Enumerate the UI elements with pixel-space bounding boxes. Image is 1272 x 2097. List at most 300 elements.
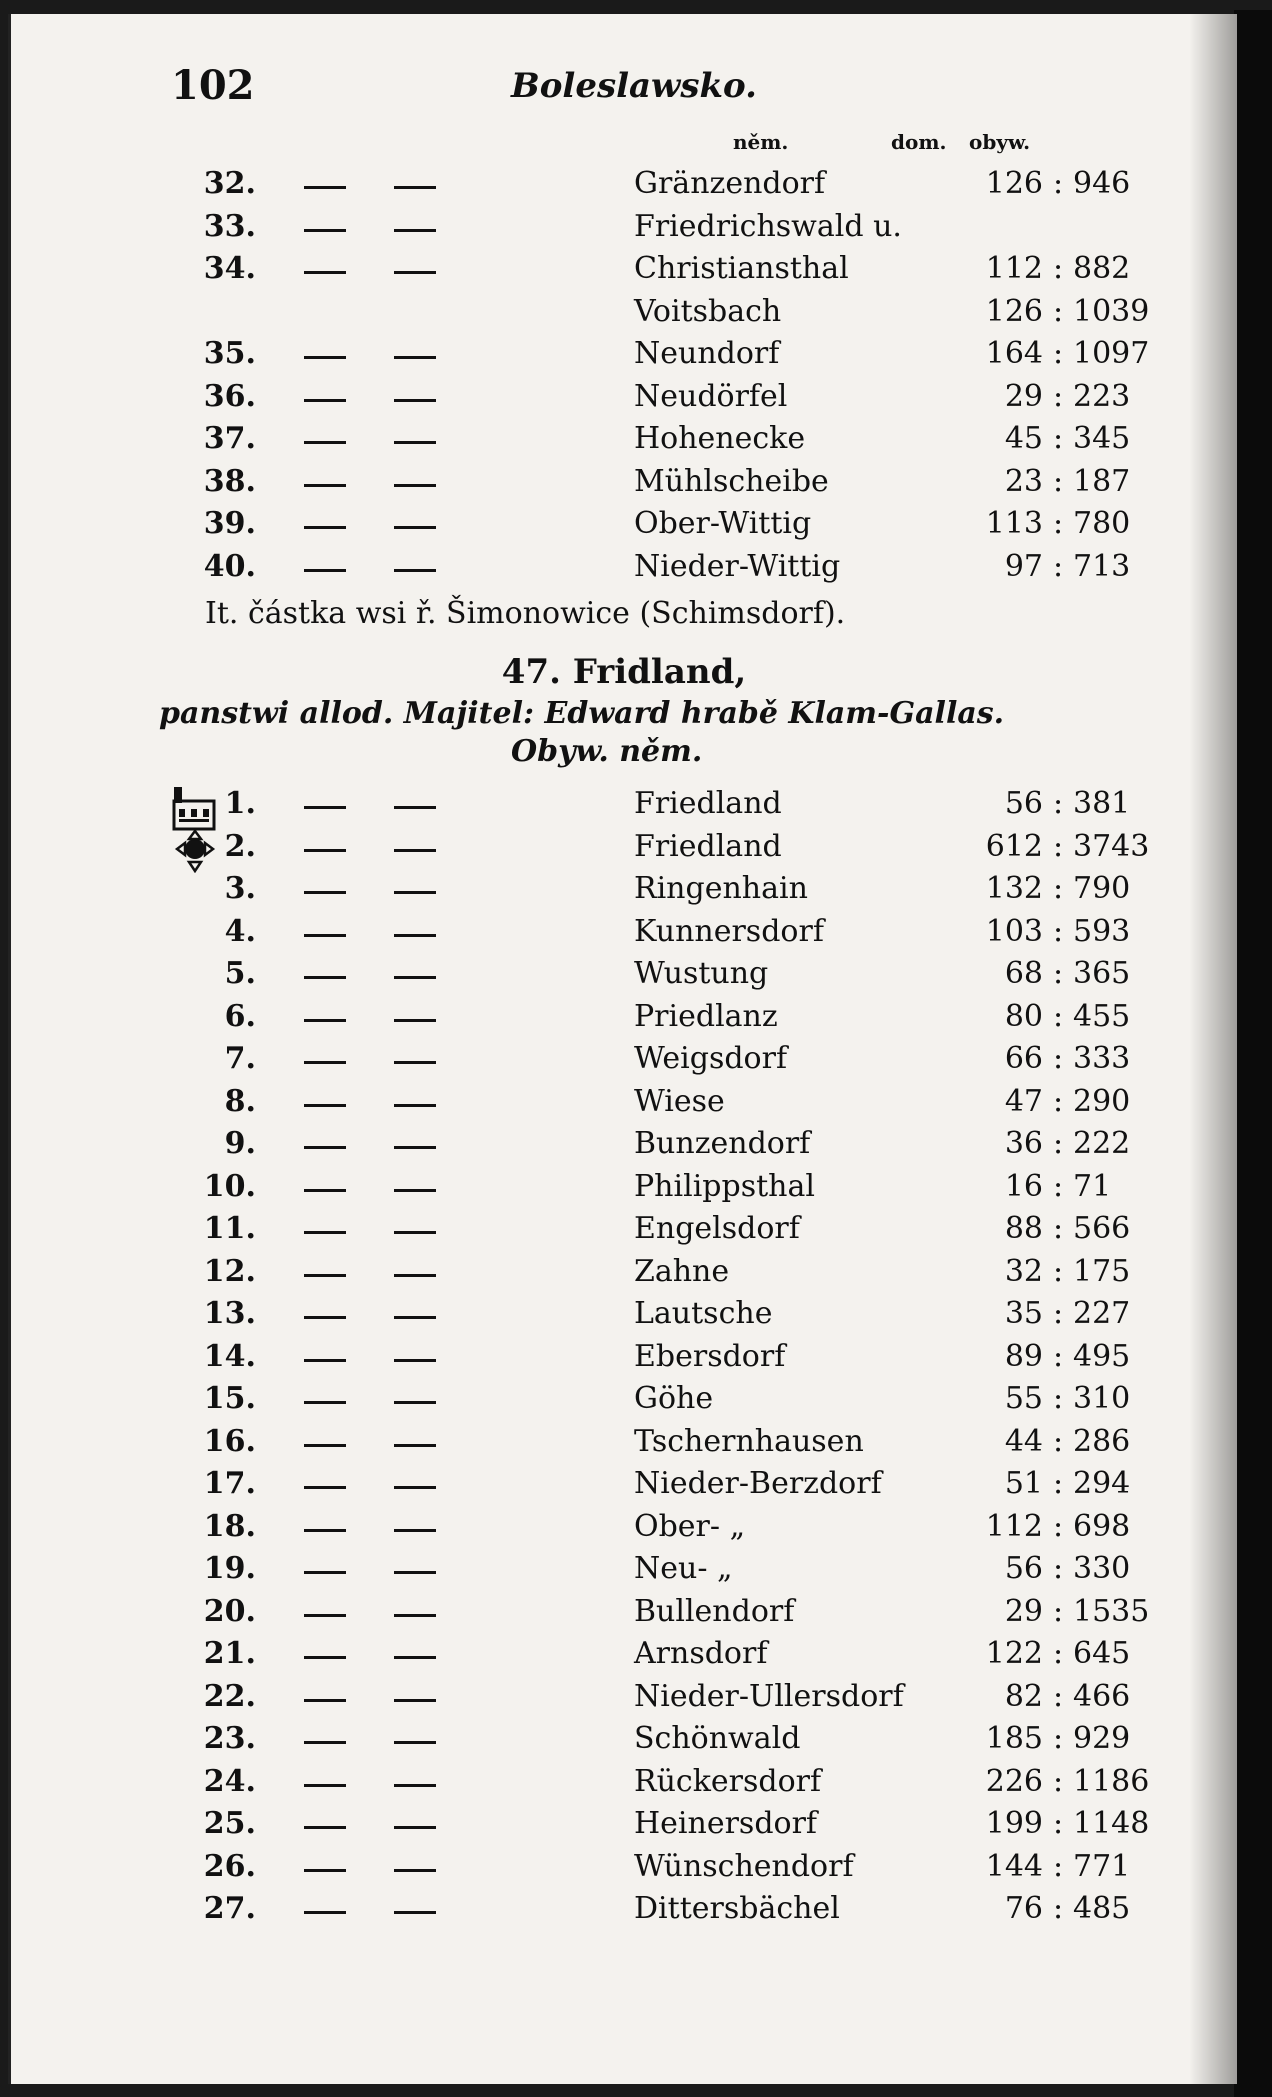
row-number: 24. <box>203 1763 256 1799</box>
ditto-dash <box>394 1486 436 1489</box>
ditto-dash <box>304 1656 346 1659</box>
table-row <box>11 462 1131 502</box>
place-name: Priedlanz <box>634 998 778 1034</box>
separator-colon: : <box>1053 828 1064 864</box>
house-count: 56 <box>1004 786 1043 821</box>
house-count: 36 <box>1004 1126 1043 1161</box>
place-name: Wiese <box>634 1083 725 1119</box>
place-name: Nieder-Ullersdorf <box>634 1678 904 1714</box>
table-row <box>11 1294 1131 1334</box>
house-count: 29 <box>1004 1593 1043 1629</box>
population-count: 1039 <box>1073 293 1150 329</box>
population-count: 771 <box>1073 1848 1131 1884</box>
place-name: Gränzendorf <box>634 166 826 201</box>
ditto-dash <box>304 569 346 572</box>
place-name: Kunnersdorf <box>634 913 824 949</box>
separator-colon: : <box>1053 336 1064 371</box>
population-count: 929 <box>1073 1721 1131 1756</box>
ditto-dash <box>304 229 346 232</box>
place-name: Philippsthal <box>634 1168 815 1204</box>
place-name: Weigsdorf <box>634 1041 788 1076</box>
population-count: 466 <box>1073 1678 1131 1714</box>
column-header-population: obyw. <box>969 130 1031 154</box>
row-number: 27. <box>203 1891 256 1926</box>
population-count: 1148 <box>1073 1806 1150 1841</box>
population-count: 3743 <box>1073 828 1150 864</box>
ditto-dash <box>304 1614 346 1617</box>
table-row <box>11 1719 1131 1759</box>
row-number: 21. <box>203 1636 256 1671</box>
ditto-dash <box>394 356 436 359</box>
population-count: 286 <box>1073 1423 1131 1459</box>
population-count: 882 <box>1073 251 1131 286</box>
row-number: 6. <box>224 998 256 1034</box>
ditto-dash <box>304 1104 346 1107</box>
row-number: 1. <box>224 786 256 821</box>
ditto-dash <box>304 1699 346 1702</box>
section-note: It. částka wsi ř. Šimonowice (Schimsdorf). <box>205 596 846 631</box>
house-count: 612 <box>985 828 1043 864</box>
row-number: 7. <box>224 1041 256 1076</box>
place-name: Friedrichswald u. <box>634 208 902 244</box>
house-count: 16 <box>1004 1168 1043 1204</box>
ditto-dash <box>394 1444 436 1447</box>
ditto-dash <box>304 441 346 444</box>
table-row <box>11 784 1131 824</box>
table-row <box>11 1422 1131 1462</box>
house-count: 103 <box>985 913 1043 949</box>
separator-colon: : <box>1053 1083 1064 1119</box>
row-number: 35. <box>203 336 256 371</box>
table-row <box>11 1762 1150 1802</box>
ditto-dash <box>394 399 436 402</box>
section-subtitle: panstwi allod. Majitel: Edward hrabě Klam-Gallas. <box>159 696 1005 731</box>
table-row <box>11 1847 1131 1887</box>
ditto-dash <box>304 356 346 359</box>
ditto-dash <box>304 186 346 189</box>
population-count: 294 <box>1073 1466 1131 1501</box>
house-count: 66 <box>1004 1041 1043 1076</box>
page-number: 102 <box>171 62 255 109</box>
place-name: Arnsdorf <box>634 1636 768 1671</box>
separator-colon: : <box>1053 421 1064 456</box>
population-count: 790 <box>1073 871 1131 906</box>
separator-colon: : <box>1053 506 1064 541</box>
place-name: Friedland <box>634 786 782 821</box>
table-row <box>11 419 1131 459</box>
ditto-dash <box>304 976 346 979</box>
row-number: 10. <box>203 1168 256 1204</box>
separator-colon: : <box>1053 1168 1064 1204</box>
row-number: 25. <box>203 1806 256 1841</box>
ditto-dash <box>304 1274 346 1277</box>
table-row <box>11 1039 1131 1079</box>
place-name: Nieder-Berzdorf <box>634 1466 882 1501</box>
row-number: 14. <box>203 1338 256 1374</box>
table-row <box>11 377 1131 417</box>
separator-colon: : <box>1053 871 1064 906</box>
population-count: 365 <box>1073 956 1131 991</box>
row-number: 16. <box>203 1423 256 1459</box>
separator-colon: : <box>1053 1806 1064 1841</box>
row-number: 5. <box>224 956 256 991</box>
population-count: 71 <box>1073 1168 1112 1204</box>
population-count: 381 <box>1073 786 1131 821</box>
separator-colon: : <box>1053 1041 1064 1076</box>
ditto-dash <box>304 1401 346 1404</box>
separator-colon: : <box>1053 1381 1064 1416</box>
ditto-dash <box>304 849 346 852</box>
population-count: 310 <box>1073 1381 1131 1416</box>
house-count: 80 <box>1004 998 1043 1034</box>
place-name: Rückersdorf <box>634 1763 822 1799</box>
house-count: 113 <box>985 506 1043 541</box>
house-count: 56 <box>1004 1551 1043 1586</box>
ditto-dash <box>394 186 436 189</box>
table-row <box>11 249 1131 289</box>
place-name: Friedland <box>634 828 782 864</box>
table-row <box>11 1677 1131 1717</box>
place-name: Göhe <box>634 1381 714 1416</box>
ditto-dash <box>394 484 436 487</box>
table-row <box>11 207 1111 247</box>
population-count: 713 <box>1073 548 1131 584</box>
row-number: 18. <box>203 1508 256 1544</box>
ditto-dash <box>304 1741 346 1744</box>
row-number: 20. <box>203 1593 256 1629</box>
house-count: 122 <box>985 1636 1043 1671</box>
ditto-dash <box>304 484 346 487</box>
ditto-dash <box>304 1061 346 1064</box>
row-number: 32. <box>203 166 256 201</box>
separator-colon: : <box>1053 1721 1064 1756</box>
place-name: Lautsche <box>634 1296 773 1331</box>
row-number: 8. <box>224 1083 256 1119</box>
place-name: Voitsbach <box>634 293 782 329</box>
table-row <box>11 547 1131 587</box>
separator-colon: : <box>1053 956 1064 991</box>
house-count: 45 <box>1004 421 1043 456</box>
ditto-dash <box>304 806 346 809</box>
ditto-dash <box>304 1869 346 1872</box>
place-name: Hohenecke <box>634 421 806 456</box>
house-count: 88 <box>1004 1211 1043 1246</box>
row-number: 17. <box>203 1466 256 1501</box>
separator-colon: : <box>1053 1636 1064 1671</box>
row-number: 2. <box>224 828 256 864</box>
house-count: 112 <box>985 1508 1043 1544</box>
separator-colon: : <box>1053 1848 1064 1884</box>
row-number: 34. <box>203 251 256 286</box>
house-count: 132 <box>985 871 1043 906</box>
ditto-dash <box>394 1869 436 1872</box>
row-number: 11. <box>203 1211 256 1246</box>
house-count: 199 <box>985 1806 1043 1841</box>
place-name: Tschernhausen <box>634 1423 864 1459</box>
house-count: 82 <box>1004 1678 1043 1714</box>
row-number: 39. <box>203 506 256 541</box>
table-row <box>11 1634 1131 1674</box>
row-number: 33. <box>203 208 256 244</box>
population-count: 222 <box>1073 1126 1131 1161</box>
row-number: 38. <box>203 463 256 499</box>
ditto-dash <box>394 1146 436 1149</box>
row-number: 19. <box>203 1551 256 1586</box>
separator-colon: : <box>1053 463 1064 499</box>
population-count: 485 <box>1073 1891 1131 1926</box>
ditto-dash <box>394 441 436 444</box>
ditto-dash <box>304 1444 346 1447</box>
ditto-dash <box>304 1189 346 1192</box>
separator-colon: : <box>1053 1126 1064 1161</box>
separator-colon: : <box>1053 1253 1064 1289</box>
ditto-dash <box>394 1826 436 1829</box>
book-page <box>8 14 1237 2084</box>
house-count: 51 <box>1004 1466 1043 1501</box>
ditto-dash <box>394 976 436 979</box>
house-count: 164 <box>985 336 1043 371</box>
section-heading: 47. Fridland, <box>501 652 747 692</box>
separator-colon: : <box>1053 786 1064 821</box>
ditto-dash <box>394 1784 436 1787</box>
ditto-dash <box>394 849 436 852</box>
ditto-dash <box>304 1231 346 1234</box>
population-count: 187 <box>1073 463 1131 499</box>
row-number: 22. <box>203 1678 256 1714</box>
table-row <box>11 1167 1111 1207</box>
place-name: Wünschendorf <box>634 1848 854 1884</box>
house-count: 32 <box>1004 1253 1043 1289</box>
row-number: 40. <box>203 548 256 584</box>
ditto-dash <box>304 1019 346 1022</box>
population-count: 495 <box>1073 1338 1131 1374</box>
house-count: 29 <box>1004 378 1043 414</box>
place-name: Neu- „ <box>634 1551 733 1586</box>
table-row <box>11 164 1131 204</box>
place-name: Mühlscheibe <box>634 463 829 499</box>
table-row <box>11 1507 1131 1547</box>
table-row <box>11 292 1150 332</box>
place-name: Bunzendorf <box>634 1126 811 1161</box>
ditto-dash <box>304 271 346 274</box>
separator-colon: : <box>1053 1508 1064 1544</box>
house-count: 226 <box>985 1763 1043 1799</box>
separator-colon: : <box>1053 1763 1064 1799</box>
ditto-dash <box>304 1826 346 1829</box>
ditto-dash <box>394 1401 436 1404</box>
ditto-dash <box>394 1359 436 1362</box>
separator-colon: : <box>1053 1891 1064 1926</box>
population-count: 566 <box>1073 1211 1131 1246</box>
table-row <box>11 1549 1131 1589</box>
column-header-language: něm. <box>733 130 789 154</box>
ditto-dash <box>394 1019 436 1022</box>
ditto-dash <box>394 1741 436 1744</box>
population-count: 227 <box>1073 1296 1131 1331</box>
table-row <box>11 334 1150 374</box>
ditto-dash <box>304 526 346 529</box>
separator-colon: : <box>1053 166 1064 201</box>
row-number: 23. <box>203 1721 256 1756</box>
house-count: 68 <box>1004 956 1043 991</box>
house-count: 76 <box>1004 1891 1043 1926</box>
separator-colon: : <box>1053 913 1064 949</box>
house-count: 47 <box>1004 1083 1043 1119</box>
ditto-dash <box>394 1571 436 1574</box>
ditto-dash <box>304 1146 346 1149</box>
population-count: 593 <box>1073 913 1131 949</box>
page-gutter-shadow <box>1189 14 1237 2084</box>
row-number: 12. <box>203 1253 256 1289</box>
section-subtitle-population: Obyw. něm. <box>511 734 703 769</box>
population-count: 345 <box>1073 421 1131 456</box>
row-number: 3. <box>224 871 256 906</box>
place-name: Zahne <box>634 1253 730 1289</box>
ditto-dash <box>394 1529 436 1532</box>
place-name: Bullendorf <box>634 1593 795 1629</box>
ditto-dash <box>394 1316 436 1319</box>
table-row <box>11 1379 1131 1419</box>
ditto-dash <box>304 1359 346 1362</box>
house-count: 23 <box>1004 463 1043 499</box>
population-count: 330 <box>1073 1551 1131 1586</box>
place-name: Christiansthal <box>634 251 849 286</box>
place-name: Dittersbächel <box>634 1891 840 1926</box>
ditto-dash <box>304 891 346 894</box>
population-count: 175 <box>1073 1253 1131 1289</box>
population-count: 780 <box>1073 506 1131 541</box>
place-name: Heinersdorf <box>634 1806 818 1841</box>
row-number: 15. <box>203 1381 256 1416</box>
ditto-dash <box>394 1911 436 1914</box>
table-row <box>11 1464 1131 1504</box>
place-name: Ebersdorf <box>634 1338 786 1374</box>
ditto-dash <box>304 399 346 402</box>
row-number: 4. <box>224 913 256 949</box>
ditto-dash <box>394 934 436 937</box>
house-count: 126 <box>985 166 1043 201</box>
separator-colon: : <box>1053 251 1064 286</box>
ditto-dash <box>304 934 346 937</box>
ditto-dash <box>304 1784 346 1787</box>
population-count: 223 <box>1073 378 1131 414</box>
ditto-dash <box>394 806 436 809</box>
ditto-dash <box>394 1104 436 1107</box>
ditto-dash <box>394 569 436 572</box>
separator-colon: : <box>1053 1211 1064 1246</box>
table-row <box>11 997 1131 1037</box>
place-name: Ober-Wittig <box>634 506 812 541</box>
separator-colon: : <box>1053 998 1064 1034</box>
table-row <box>11 827 1150 867</box>
table-row <box>11 504 1131 544</box>
ditto-dash <box>394 1061 436 1064</box>
ditto-dash <box>304 1571 346 1574</box>
place-name: Ringenhain <box>634 871 808 906</box>
place-name: Schönwald <box>634 1721 801 1756</box>
table-row <box>11 1252 1131 1292</box>
separator-colon: : <box>1053 1551 1064 1586</box>
population-count: 333 <box>1073 1041 1131 1076</box>
ditto-dash <box>394 526 436 529</box>
row-number: 37. <box>203 421 256 456</box>
place-name: Ober- „ <box>634 1508 746 1544</box>
place-name: Wustung <box>634 956 769 991</box>
table-row <box>11 1337 1131 1377</box>
table-row <box>11 1082 1131 1122</box>
separator-colon: : <box>1053 1593 1064 1629</box>
table-row <box>11 954 1131 994</box>
house-count: 35 <box>1004 1296 1043 1331</box>
separator-colon: : <box>1053 293 1064 329</box>
separator-colon: : <box>1053 1338 1064 1374</box>
ditto-dash <box>394 1231 436 1234</box>
ditto-dash <box>304 1486 346 1489</box>
house-count: 112 <box>985 251 1043 286</box>
ditto-dash <box>304 1529 346 1532</box>
ditto-dash <box>394 1656 436 1659</box>
place-name: Neundorf <box>634 336 780 371</box>
population-count: 645 <box>1073 1636 1131 1671</box>
table-row <box>11 912 1131 952</box>
house-count: 185 <box>985 1721 1043 1756</box>
population-count: 455 <box>1073 998 1131 1034</box>
population-count: 1097 <box>1073 336 1150 371</box>
ditto-dash <box>304 1911 346 1914</box>
place-name: Neudörfel <box>634 378 788 414</box>
house-count: 55 <box>1004 1381 1043 1416</box>
place-name: Engelsdorf <box>634 1211 800 1246</box>
row-number: 36. <box>203 378 256 414</box>
population-count: 1186 <box>1073 1763 1150 1799</box>
column-header-houses: dom. <box>891 130 947 154</box>
ditto-dash <box>394 1699 436 1702</box>
row-number: 9. <box>224 1126 256 1161</box>
population-count: 946 <box>1073 166 1131 201</box>
house-count: 126 <box>985 293 1043 329</box>
population-count: 290 <box>1073 1083 1131 1119</box>
table-row <box>11 1209 1131 1249</box>
row-number: 13. <box>203 1296 256 1331</box>
separator-colon: : <box>1053 548 1064 584</box>
population-count: 1535 <box>1073 1593 1150 1629</box>
house-count: 144 <box>985 1848 1043 1884</box>
separator-colon: : <box>1053 378 1064 414</box>
table-row <box>11 1889 1131 1929</box>
table-row <box>11 1592 1150 1632</box>
house-count: 89 <box>1004 1338 1043 1374</box>
separator-colon: : <box>1053 1296 1064 1331</box>
table-row <box>11 869 1131 909</box>
table-row <box>11 1804 1150 1844</box>
population-count: 698 <box>1073 1508 1131 1544</box>
ditto-dash <box>394 891 436 894</box>
ditto-dash <box>394 1189 436 1192</box>
running-title: Boleslawsko. <box>511 66 757 106</box>
table-row <box>11 1124 1131 1164</box>
separator-colon: : <box>1053 1423 1064 1459</box>
ditto-dash <box>394 1614 436 1617</box>
separator-colon: : <box>1053 1466 1064 1501</box>
ditto-dash <box>394 271 436 274</box>
ditto-dash <box>394 1274 436 1277</box>
book-edge <box>1234 10 1272 2097</box>
ditto-dash <box>394 229 436 232</box>
house-count: 97 <box>1004 548 1043 584</box>
separator-colon: : <box>1053 1678 1064 1714</box>
ditto-dash <box>304 1316 346 1319</box>
place-name: Nieder-Wittig <box>634 548 841 584</box>
